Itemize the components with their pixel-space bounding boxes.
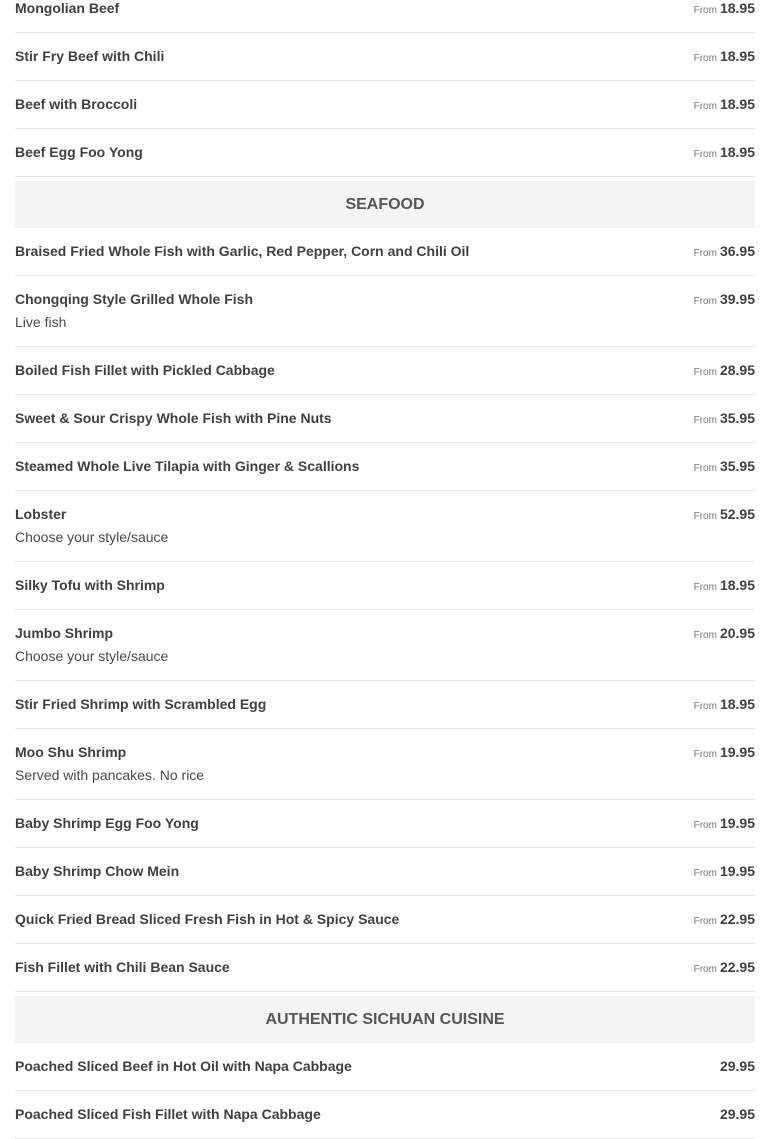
menu-item-description: Choose your style/sauce: [15, 648, 169, 664]
menu-item-price: 52.95: [719, 506, 755, 522]
menu-item-baby-shrimp-egg-foo-yong[interactable]: [15, 800, 755, 848]
menu-item-price: 19.95: [719, 815, 755, 831]
menu-item-price: 18.95: [719, 0, 755, 16]
menu-item-price-block: [694, 241, 755, 264]
menu-item-price-block: [694, 575, 755, 598]
menu-item-price: 28.95: [719, 362, 755, 378]
menu-item-price-block: [694, 909, 755, 932]
menu-item-chongqing-style-grilled-whole-fish[interactable]: [15, 276, 755, 347]
menu-item-price-block: [694, 742, 755, 765]
menu-item-price-block: [694, 142, 755, 165]
menu-item-poached-sliced-fish-fillet-with-napa-cabbage[interactable]: [15, 1091, 755, 1139]
menu-item-price-block: [694, 957, 755, 980]
from-label: From: [693, 415, 717, 426]
menu-item-price-block: [694, 813, 755, 836]
menu-item-poached-sliced-beef-in-hot-oil-with-napa-cabbage[interactable]: [15, 1043, 755, 1091]
from-label: From: [693, 296, 717, 307]
menu-item-beef-egg-foo-yong[interactable]: [15, 129, 755, 177]
section-heading-authentic-sichuan-cuisine: AUTHENTIC SICHUAN CUISINE: [15, 996, 755, 1043]
from-label: From: [693, 916, 717, 927]
from-label: From: [693, 868, 717, 879]
menu-item-moo-shu-shrimp[interactable]: [15, 729, 755, 800]
menu-item-description: Live fish: [15, 314, 67, 330]
menu-item-name: Quick Fried Bread Sliced Fresh Fish in Hot & Spicy Sauce: [15, 911, 400, 927]
menu-item-name: Boiled Fish Fillet with Pickled Cabbage: [15, 362, 275, 378]
menu-item-price-block: [694, 861, 755, 884]
from-label: From: [693, 582, 717, 593]
from-label: From: [693, 511, 717, 522]
menu-item-fish-fillet-with-chili-bean-sauce[interactable]: [15, 944, 755, 992]
from-label: From: [693, 101, 717, 112]
menu-item-price: 18.95: [719, 144, 755, 160]
menu-item-price-block: [694, 289, 755, 312]
menu-item-name: Fish Fillet with Chili Bean Sauce: [15, 959, 230, 975]
menu-item-name: Mongolian Beef: [15, 0, 120, 16]
menu-item-jumbo-shrimp[interactable]: [15, 610, 755, 681]
menu-item-price: 18.95: [719, 96, 755, 112]
from-label: From: [693, 149, 717, 160]
menu-item-name: Stir Fried Shrimp with Scrambled Egg: [15, 696, 267, 712]
menu-item-description: Served with pancakes. No rice: [15, 767, 205, 783]
from-label: From: [693, 5, 717, 16]
from-label: From: [693, 53, 717, 64]
menu-item-price-block: [694, 504, 755, 527]
menu-item-price: 22.95: [719, 911, 755, 927]
menu-item-price-block: [694, 694, 755, 717]
menu-item-price: 20.95: [719, 625, 755, 641]
menu-item-name: Lobster: [15, 506, 67, 522]
menu-item-name: Braised Fried Whole Fish with Garlic, Red Pepper, Corn and Chili Oil: [15, 243, 470, 259]
section-heading-seafood: SEAFOOD: [15, 181, 755, 228]
from-label: From: [693, 964, 717, 975]
from-label: From: [693, 367, 717, 378]
menu-item-price-block: [694, 46, 755, 69]
menu-item-lobster[interactable]: [15, 491, 755, 562]
menu-item-beef-with-broccoli[interactable]: [15, 81, 755, 129]
menu-item-price: 36.95: [719, 243, 755, 259]
menu-item-steamed-whole-live-tilapia-with-ginger-and-scallions[interactable]: [15, 443, 755, 491]
menu-item-name: Chongqing Style Grilled Whole Fish: [15, 291, 253, 307]
menu-item-price: 35.95: [719, 458, 755, 474]
menu-item-name: Beef with Broccoli: [15, 96, 138, 112]
from-label: From: [693, 749, 717, 760]
from-label: From: [693, 463, 717, 474]
menu-item-name: Poached Sliced Beef in Hot Oil with Napa Cabbage: [15, 1058, 352, 1074]
menu-item-price-block: [694, 360, 755, 383]
menu-item-quick-fried-bread-sliced-fresh-fish-in-hot-and-spicy-sauce[interactable]: [15, 896, 755, 944]
menu-item-price: 19.95: [719, 863, 755, 879]
menu-item-price: 18.95: [719, 696, 755, 712]
from-label: From: [693, 630, 717, 641]
menu-item-price: 29.95: [719, 1106, 755, 1122]
from-label: From: [693, 248, 717, 259]
menu-item-name: Baby Shrimp Egg Foo Yong: [15, 815, 199, 831]
menu-item-price: 35.95: [719, 410, 755, 426]
menu-item-name: Baby Shrimp Chow Mein: [15, 863, 180, 879]
menu-item-boiled-fish-fillet-with-pickled-cabbage[interactable]: [15, 347, 755, 395]
menu-item-price: 29.95: [719, 1058, 755, 1074]
menu-item-name: Beef Egg Foo Yong: [15, 144, 143, 160]
from-label: From: [693, 701, 717, 712]
menu-item-price: 18.95: [719, 48, 755, 64]
menu-list: [15, 0, 755, 1139]
menu-item-price: 19.95: [719, 744, 755, 760]
menu-item-mongolian-beef[interactable]: [15, 0, 755, 33]
menu-item-name: Moo Shu Shrimp: [15, 744, 127, 760]
menu-item-name: Sweet & Sour Crispy Whole Fish with Pine Nuts: [15, 410, 332, 426]
menu-item-name: Steamed Whole Live Tilapia with Ginger & Scallions: [15, 458, 360, 474]
menu-item-stir-fried-shrimp-with-scrambled-egg[interactable]: [15, 681, 755, 729]
menu-item-price-block: [720, 1056, 755, 1077]
menu-item-price-block: [694, 456, 755, 479]
menu-item-price-block: [694, 623, 755, 646]
menu-item-name: Silky Tofu with Shrimp: [15, 577, 165, 593]
menu-item-silky-tofu-with-shrimp[interactable]: [15, 562, 755, 610]
menu-item-name: Poached Sliced Fish Fillet with Napa Cabbage: [15, 1106, 321, 1122]
menu-item-price-block: [694, 408, 755, 431]
menu-item-price-block: [694, 94, 755, 117]
menu-item-baby-shrimp-chow-mein[interactable]: [15, 848, 755, 896]
menu-item-price: 22.95: [719, 959, 755, 975]
menu-item-sweet-and-sour-crispy-whole-fish-with-pine-nuts[interactable]: [15, 395, 755, 443]
menu-item-price-block: [694, 0, 755, 21]
menu-item-braised-fried-whole-fish-with-garlic-red-pepper-corn-and-chili-oil[interactable]: [15, 228, 755, 276]
menu-item-price: 39.95: [719, 291, 755, 307]
menu-item-description: Choose your style/sauce: [15, 529, 169, 545]
menu-item-stir-fry-beef-with-chili[interactable]: [15, 33, 755, 81]
menu-item-name: Jumbo Shrimp: [15, 625, 114, 641]
from-label: From: [693, 820, 717, 831]
menu-item-name: Stir Fry Beef with Chili: [15, 48, 165, 64]
menu-item-price-block: [720, 1104, 755, 1125]
menu-item-price: 18.95: [719, 577, 755, 593]
